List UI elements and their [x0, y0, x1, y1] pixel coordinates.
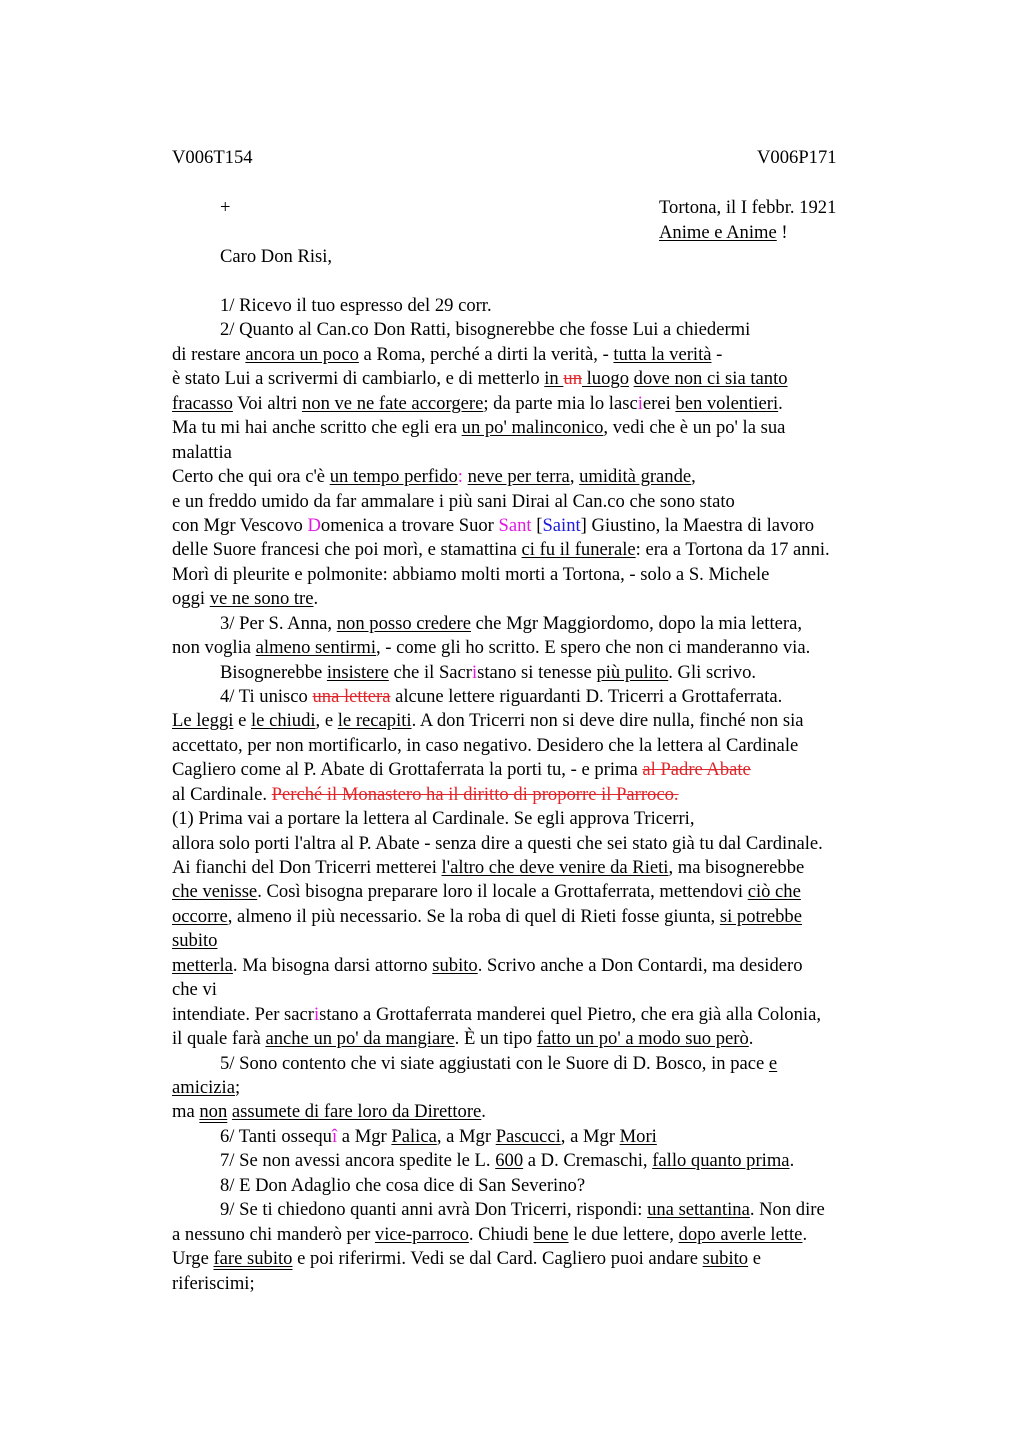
text-run: . È un tipo — [454, 1028, 537, 1049]
text-run: di restare — [172, 344, 246, 365]
text-run: a D. Cremaschi, — [523, 1150, 653, 1171]
letter-line — [172, 392, 783, 416]
text-run: . Gli scrivo. — [668, 662, 757, 683]
underlined-text: subito — [172, 930, 218, 951]
letter-line — [220, 1052, 777, 1076]
underlined-text: subito — [432, 955, 478, 976]
text-run: e un freddo umido da far ammalare i più sani Dirai al Can.co che sono stato — [172, 491, 735, 512]
underlined-text: Palica — [391, 1126, 437, 1147]
text-run: 4/ Ti unisco — [220, 686, 313, 707]
underlined-text: fracasso — [172, 393, 233, 414]
underlined-text: si potrebbe — [719, 906, 802, 927]
underlined-text: fallo quanto prima — [652, 1150, 790, 1171]
text-run: . Ma bisogna darsi attorno — [232, 955, 433, 976]
underlined-text: che venisse — [172, 881, 258, 902]
letter-line — [172, 783, 679, 807]
letter-line — [220, 1125, 657, 1149]
underlined-text: amicizia — [172, 1077, 235, 1098]
underlined-text: luogo — [581, 368, 629, 389]
underlined-text: bene — [533, 1224, 569, 1245]
highlighted-correction: : — [457, 466, 463, 487]
text-run: , a Mgr — [560, 1126, 620, 1147]
highlighted-correction: i — [471, 662, 478, 683]
text-run: . A don Tricerri non si deve dire nulla, finché non sia — [411, 710, 804, 731]
letter-line — [172, 1003, 821, 1027]
letter-line — [172, 367, 788, 391]
motto-end: ! — [776, 222, 788, 243]
underlined-text: fatto un po' a modo suo però — [536, 1028, 749, 1049]
letter-line — [220, 612, 802, 636]
text-run: . Non dire — [749, 1199, 825, 1220]
text-run: 6/ Tanti ossequ — [220, 1126, 332, 1147]
motto-text: Anime e Anime — [659, 222, 777, 243]
letter-line — [220, 685, 782, 709]
text-run: (1) Prima vai a portare la lettera al Cardinale. Se egli approva Tricerri, — [172, 808, 695, 829]
underlined-text: Mori — [619, 1126, 657, 1147]
letter-line — [172, 490, 735, 514]
letter-line — [172, 587, 318, 611]
text-run: e — [233, 710, 251, 731]
letter-line — [220, 1149, 794, 1173]
text-run: con Mgr Vescovo — [172, 515, 308, 536]
underlined-text: neve per terra — [467, 466, 570, 487]
text-run: 1/ Ricevo il tuo espresso del 29 corr. — [220, 295, 492, 316]
editorial-note: Saint — [542, 515, 581, 536]
text-run: al Cardinale. — [172, 784, 272, 805]
text-run: , - come gli ho scritto. E spero che non ci manderanno via. — [376, 637, 811, 658]
letter-line — [220, 318, 750, 342]
underlined-text: 600 — [495, 1150, 524, 1171]
letter-line — [172, 978, 217, 1002]
highlighted-correction: î — [331, 1126, 338, 1147]
deleted-text: una lettera — [312, 686, 391, 707]
text-run: Urge — [172, 1248, 214, 1269]
text-run: Certo che qui ora c'è — [172, 466, 330, 487]
text-run: [ — [531, 515, 543, 536]
text-run: , — [569, 466, 580, 487]
letter-line — [172, 1247, 761, 1271]
underlined-text: tutta la verità — [613, 344, 712, 365]
text-run: . — [778, 393, 783, 414]
text-run: Cagliero come al P. Abate di Grottaferrata la porti tu, - e prima — [172, 759, 643, 780]
text-run: e poi riferirmi. Vedi se dal Card. Cagliero puoi andare — [292, 1248, 703, 1269]
letter-line — [172, 538, 830, 562]
text-run: ; — [234, 1077, 241, 1098]
highlighted-correction: i — [313, 1004, 320, 1025]
underlined-text: non posso credere — [336, 613, 471, 634]
text-run: le due lettere, — [568, 1224, 679, 1245]
text-run: il quale farà — [172, 1028, 266, 1049]
text-run: . — [313, 588, 319, 609]
letter-line — [172, 343, 722, 367]
letter-line — [172, 758, 751, 782]
text-run: Voi altri — [232, 393, 302, 414]
underlined-text: più pulito — [596, 662, 669, 683]
text-run: , vedi che è un po' la sua — [603, 417, 786, 438]
letter-line — [172, 514, 814, 538]
underlined-text: non ve ne fate accorgere — [301, 393, 484, 414]
text-run: - — [711, 344, 723, 365]
letter-line — [172, 465, 696, 489]
underlined-text: subito — [702, 1248, 749, 1269]
text-run: è stato Lui a scrivermi di cambiarlo, e di metterlo — [172, 368, 545, 389]
letter-line — [172, 734, 798, 758]
text-run: accettato, per non mortificarlo, in caso negativo. Desidero che la lettera al Cardinale — [172, 735, 799, 756]
underlined-text: metterla — [172, 955, 233, 976]
double-underlined-text: non — [199, 1101, 228, 1122]
text-run: . — [789, 1150, 795, 1171]
underlined-text: in — [544, 368, 564, 389]
underlined-text: anche un po' da mangiare — [265, 1028, 455, 1049]
text-run: omenica a trovare Suor — [320, 515, 499, 536]
letter-line — [220, 294, 492, 318]
text-run: a nessuno chi manderò per — [172, 1224, 375, 1245]
text-run: . Chiudi — [468, 1224, 534, 1245]
letter-line — [172, 563, 769, 587]
underlined-text: e — [768, 1053, 778, 1074]
text-run: e — [748, 1248, 762, 1269]
underlined-text: un po' malinconico — [461, 417, 604, 438]
text-run: ] Giustino, la Maestra di lavoro — [580, 515, 815, 536]
letter-line — [172, 905, 802, 929]
text-run: Morì di pleurite e polmonite: abbiamo molti morti a Tortona, - solo a S. Michele — [172, 564, 770, 585]
underlined-text: ciò che — [747, 881, 801, 902]
text-run: che vi — [172, 979, 217, 1000]
text-run: ; da parte mia lo lasc — [483, 393, 638, 414]
text-run: . Così bisogna preparare loro il locale a Grottaferrata, mettendovi — [257, 881, 748, 902]
text-run: allora solo porti l'altra al P. Abate - senza dire a questi che sei stato già tu dal Cardinale. — [172, 833, 823, 854]
text-run: 8/ E Don Adaglio che cosa dice di San Severino? — [220, 1175, 586, 1196]
text-run: delle Suore francesi che poi morì, e stamattina — [172, 539, 522, 560]
letter-line — [172, 929, 217, 953]
double-underlined-text: fare subito — [213, 1248, 293, 1269]
deleted-text: un — [563, 368, 582, 389]
document-code-left: V006T154 — [172, 147, 253, 168]
underlined-text: vice-parroco — [374, 1224, 469, 1245]
text-run: , almeno il più necessario. Se la roba di quel di Rieti fosse giunta, — [227, 906, 720, 927]
underlined-text: assumete di fare loro da Direttore — [231, 1101, 482, 1122]
text-run: non voglia — [172, 637, 256, 658]
text-run: che il Sacr — [388, 662, 472, 683]
salutation: Caro Don Risi, — [220, 246, 333, 267]
text-run: oggi — [172, 588, 210, 609]
underlined-text: le recapiti — [337, 710, 412, 731]
text-run: erei — [642, 393, 676, 414]
underlined-text: una settantina — [647, 1199, 750, 1220]
motto — [659, 221, 788, 245]
text-run: Ma tu mi hai anche scritto che egli era — [172, 417, 462, 438]
letter-line — [220, 1174, 585, 1198]
underlined-text: ve ne sono tre — [209, 588, 314, 609]
letter-line — [172, 1272, 255, 1296]
underlined-text: dopo averle lette — [678, 1224, 803, 1245]
letter-line — [172, 1100, 486, 1124]
underlined-text: dove non ci sia tanto — [633, 368, 788, 389]
text-run: ma — [172, 1101, 200, 1122]
underlined-text: ci fu il funerale — [521, 539, 636, 560]
text-run: che Mgr Maggiordomo, dopo la mia lettera, — [470, 613, 802, 634]
letter-line — [172, 954, 803, 978]
letter-line — [172, 441, 232, 465]
underlined-text: ancora un poco — [245, 344, 359, 365]
text-run: malattia — [172, 442, 232, 463]
place-date: Tortona, il I febbr. 1921 — [659, 197, 837, 218]
text-run: . — [481, 1101, 486, 1122]
underlined-text: Le leggi — [172, 710, 234, 731]
highlighted-correction: Sant — [498, 515, 532, 536]
text-run: Bisognerebbe — [220, 662, 327, 683]
letter-line — [172, 1076, 240, 1100]
text-run: 3/ Per S. Anna, — [220, 613, 337, 634]
letter-line — [172, 1027, 753, 1051]
underlined-text: ben volentieri — [675, 393, 779, 414]
text-run: . — [802, 1224, 808, 1245]
text-run: 2/ Quanto al Can.co Don Ratti, bisognerebbe che fosse Lui a chiedermi — [220, 319, 751, 340]
text-run: , ma bisognerebbe — [668, 857, 805, 878]
text-run: a Roma, perché a dirti la verità, - — [358, 344, 614, 365]
letter-line — [172, 636, 810, 660]
text-run: . — [748, 1028, 754, 1049]
highlighted-correction: D — [307, 515, 321, 536]
text-run: riferiscimi; — [172, 1273, 255, 1294]
text-run: intendiate. Per sacr — [172, 1004, 314, 1025]
text-run: a Mgr — [337, 1126, 392, 1147]
letter-line — [220, 1198, 825, 1222]
deleted-text: Perché il Monastero ha il diritto di proporre il Parroco. — [271, 784, 679, 805]
letter-line — [172, 416, 785, 440]
letter-line — [172, 807, 695, 831]
underlined-text: umidità grande — [579, 466, 692, 487]
text-run: alcune lettere riguardanti D. Tricerri a Grottaferrata. — [390, 686, 783, 707]
highlighted-correction: i — [637, 393, 643, 414]
text-run: , a Mgr — [436, 1126, 496, 1147]
underlined-text: Pascucci — [495, 1126, 561, 1147]
underlined-text: occorre — [172, 906, 228, 927]
deleted-text: al Padre Abate — [642, 759, 751, 780]
text-run: , e — [315, 710, 338, 731]
document-code-right: V006P171 — [757, 147, 837, 168]
text-run: . Scrivo anche a Don Contardi, ma desidero — [477, 955, 803, 976]
underlined-text: le chiudi — [251, 710, 316, 731]
letter-line — [172, 856, 804, 880]
letter-line — [172, 709, 804, 733]
letter-line — [220, 661, 756, 685]
underlined-text: insistere — [326, 662, 389, 683]
letter-line — [172, 880, 801, 904]
underlined-text: un tempo perfido — [329, 466, 458, 487]
text-run: stano si tenesse — [477, 662, 597, 683]
text-run: : era a Tortona da 17 anni. — [635, 539, 830, 560]
text-run: 5/ Sono contento che vi siate aggiustati con le Suore di D. Bosco, in pace — [220, 1053, 769, 1074]
text-run: stano a Grottaferrata manderei quel Pietro, che era già alla Colonia, — [319, 1004, 821, 1025]
underlined-text: almeno sentirmi — [255, 637, 376, 658]
letter-line — [172, 1223, 807, 1247]
cross-symbol: + — [220, 197, 231, 218]
text-run: , — [691, 466, 696, 487]
letter-line — [172, 832, 823, 856]
underlined-text: l'altro che deve venire da Rieti — [441, 857, 669, 878]
text-run: Ai fianchi del Don Tricerri metterei — [172, 857, 442, 878]
text-run: 7/ Se non avessi ancora spedite le L. — [220, 1150, 496, 1171]
text-run: 9/ Se ti chiedono quanti anni avrà Don Tricerri, rispondi: — [220, 1199, 648, 1220]
